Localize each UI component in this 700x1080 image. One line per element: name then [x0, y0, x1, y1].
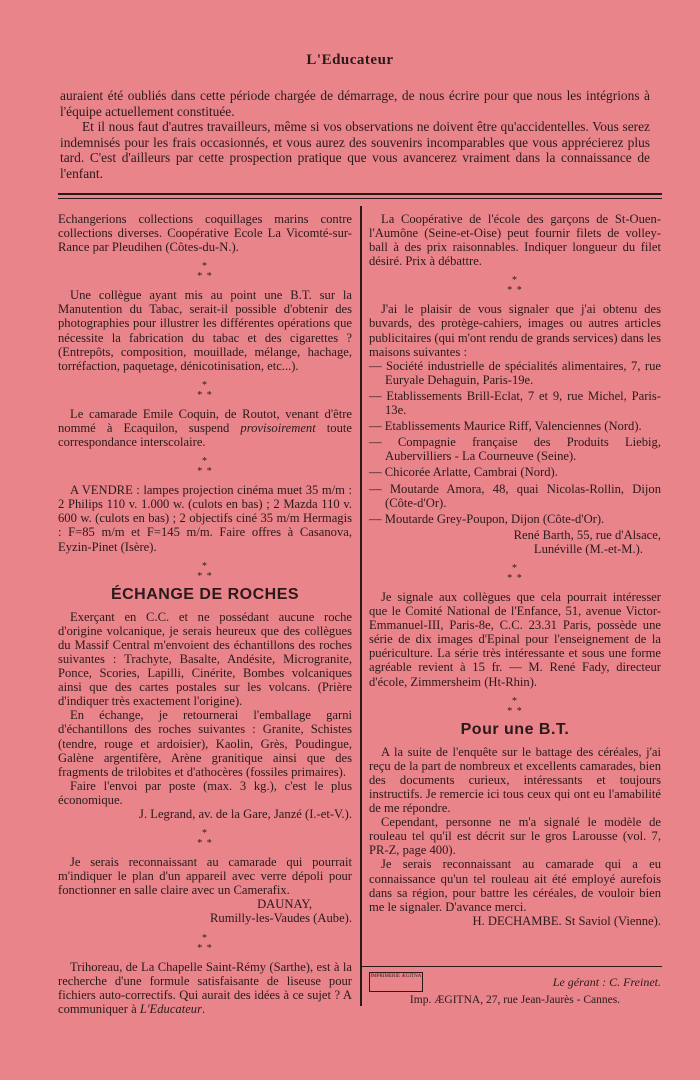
announcement: En échange, je retournerai l'emballage garni d'échantillons des roches suivantes : Granite, Schistes (tendre, rouge et ardoisier), Kaolin, Grès, Poudingue, Galène argentifère, Arène granitique ainsi que des fragments de trilobites et d'athocères (fossiles primaires). [58, 708, 352, 779]
announcement: Le camarade Emile Coquin, de Routot, venant d'être nommé à Ecaquilon, suspend provisoirement toute correspondance interscolaire. [58, 406, 352, 450]
signature: J. Legrand, av. de la Gare, Janzé (I.-et-V.). [139, 807, 352, 821]
list-item: — Etablissements Brill-Eclat, 7 et 9, rue Michel, Paris-13e. [369, 388, 661, 418]
list-item: — Chicorée Arlatte, Cambrai (Nord). [369, 465, 558, 480]
list-item: — Etablissements Maurice Riff, Valenciennes (Nord). [369, 419, 642, 434]
separator-stars: * * * [507, 695, 523, 717]
list-item: — Société industrielle de spécialités alimentaires, 7, rue Euryale Dehaguin, Paris-19e. [369, 358, 661, 387]
announcement: Je signale aux collègues que cela pourrait intéresser que le Comité National de l'Enfance, 51, avenue Victor-Emmanuel-III, Paris-8e, C.C. 23.31 Paris, possède une série de dix images d'Epinal pour l'enseignement de la puériculture. La série très intéressante et sous une forme agréable revient à 15 fr. — M. René Fady, directeur d'école, Zimmersheim (Ht-Rhin). [369, 589, 661, 689]
announcement: J'ai le plaisir de vous signaler que j'ai obtenu des buvards, des protège-cahiers, images ou autres articles publicitaires (qui m'ont rendu de grands services) dans les maisons suivantes : [369, 302, 661, 359]
signature: René Barth, 55, rue d'Alsace, [513, 527, 661, 542]
announcement: La Coopérative de l'école des garçons de St-Ouen-l'Aumône (Seine-et-Oise) peut fournir filets de volley-ball à des prix raisonnables. Indiquer longueur du filet désiré. Prix à débattre. [369, 212, 661, 269]
separator-stars: * * * [197, 932, 213, 954]
list-item: — Compagnie française des Produits Liebig, Aubervilliers - La Courneuve (Seine). [369, 435, 661, 464]
announcement: Trihoreau, de La Chapelle Saint-Rémy (Sarthe), est à la recherche d'une formule satisfaisante de liseuse pour fichiers auto-correctifs. Qui aurait des idées à ce sujet ? A communiquer à L'Educateur. [58, 959, 352, 1016]
intro-paragraph: auraient été oubliés dans cette période chargée de démarrage, de nous écrire pour que nous les intégrions à l'équipe actuellement constituée. [60, 88, 650, 119]
left-column [58, 212, 352, 1016]
list-item: — Moutarde Grey-Poupon, Dijon (Côte-d'Or). [369, 511, 605, 526]
announcement: A la suite de l'enquête sur le battage des céréales, j'ai reçu de la part de nombreux et excellents camarades, bien des documents curieux, intéressants et toujours instructifs. Je remercie ici tous ceux qui ont eu l'amabilité de me répondre. [369, 744, 661, 816]
announcement: Je serais reconnaissant au camarade qui pourrait m'indiquer le plan d'un appareil avec verre dépoli pour fonctionner en salle claire avec un Camerafix. [58, 855, 352, 898]
separator-stars: * * * [197, 828, 213, 850]
separator-stars: * * * [197, 261, 213, 283]
top-rule-thin [58, 198, 662, 199]
signature: Lunéville (M.-et-M.). [533, 541, 643, 556]
separator-stars: * * * [507, 275, 523, 297]
announcement: Echangerions collections coquillages marins contre collections diverses. Coopérative Ecole La Vicomté-sur-Rance par Pleudihen (Côtes-du-N.). [58, 212, 352, 255]
right-column [369, 212, 661, 928]
signature: H. DECHAMBE. St Saviol (Vienne). [472, 913, 661, 928]
announcement: Exerçant en C.C. et ne possédant aucune roche d'origine volcanique, je serais heureux que des collègues du Massif Central m'envoient des échantillons des roches suivantes : Trachyte, Basalte, Andésite, Microgranite, Ponce, Scories, Lapilli, Cinérite, Bombes volcaniques ainsi que des cartes postales sur les volcans. (Prière d'indiquer très exactement l'origine). [58, 609, 352, 709]
announcement: Cependant, personne ne m'a signalé le modèle de rouleau tel qu'il est décrit sur le gros Larousse (vol. 7, PR-Z, page 400). [369, 815, 661, 858]
announcement: Une collègue ayant mis au point une B.T. sur la Manutention du Tabac, serait-il possible d'obtenir des photographies pour illustrer les différentes opérations que nécessite la fabrication du tabac et des cigarettes ? (Entrepôts, composition, mouillade, mélange, hachage, torréfaction, paquetage, dénicotinisation, etc...). [58, 288, 352, 373]
intro-paragraph: Et il nous faut d'autres travailleurs, même si vos observations ne doivent être qu'accidentelles. Vous serez indemnisés pour les frais occasionnés, et vous aurez des souvenirs incomparables que vous apprécierez plus tard. C'est d'ailleurs par cette prospection pratique que vous avancerez vraiment dans la connaissance de l'enfant. [60, 119, 650, 181]
intro-text [60, 88, 650, 181]
top-rule-thick [58, 193, 662, 195]
company-list [369, 359, 661, 526]
announcement: A VENDRE : lampes projection cinéma muet 35 m/m : 2 Philips 110 v. 1.000 w. (culots en bas) ; 2 Mazda 110 v. 600 w. (culots en bas) ; 2 objectifs ciné 35 m/m Hermagis : F=85 m/m et F=145 m/m. Faire offres à Casanova, Eyzin-Pinet (Isère). [58, 483, 352, 554]
page-header: L'Educateur [306, 52, 394, 68]
signature: DAUNAY, [257, 897, 312, 912]
footer [369, 972, 661, 1009]
separator-stars: * * * [197, 379, 213, 401]
section-title: ÉCHANGE DE ROCHES [110, 585, 300, 603]
imprint-line: Imp. ÆGITNA, 27, rue Jean-Jaurès - Cannes. [409, 994, 621, 1006]
separator-stars: * * * [197, 456, 213, 478]
announcement: Faire l'envoi par poste (max. 3 kg.), c'est le plus économique. [58, 778, 352, 807]
separator-stars: * * * [197, 560, 213, 582]
footer-rule [362, 966, 662, 967]
printer-stamp: IMPRIMERIE ÆGITNA [369, 972, 423, 992]
signature: Rumilly-les-Vaudes (Aube). [210, 911, 352, 926]
separator-stars: * * * [507, 562, 523, 584]
gerant-line: Le gérant : C. Freinet. [552, 974, 661, 989]
column-separator [360, 206, 362, 1006]
announcement: Je serais reconnaissant au camarade qui a eu connaissance qu'un tel rouleau ait été employé aurefois dans sa région, pour battre les céréales, de vouloir bien me le signaler. D'avance merci. [369, 857, 661, 914]
list-item: — Moutarde Amora, 48, quai Nicolas-Rollin, Dijon (Côte-d'Or). [369, 481, 661, 510]
section-title: Pour une B.T. [460, 720, 570, 738]
